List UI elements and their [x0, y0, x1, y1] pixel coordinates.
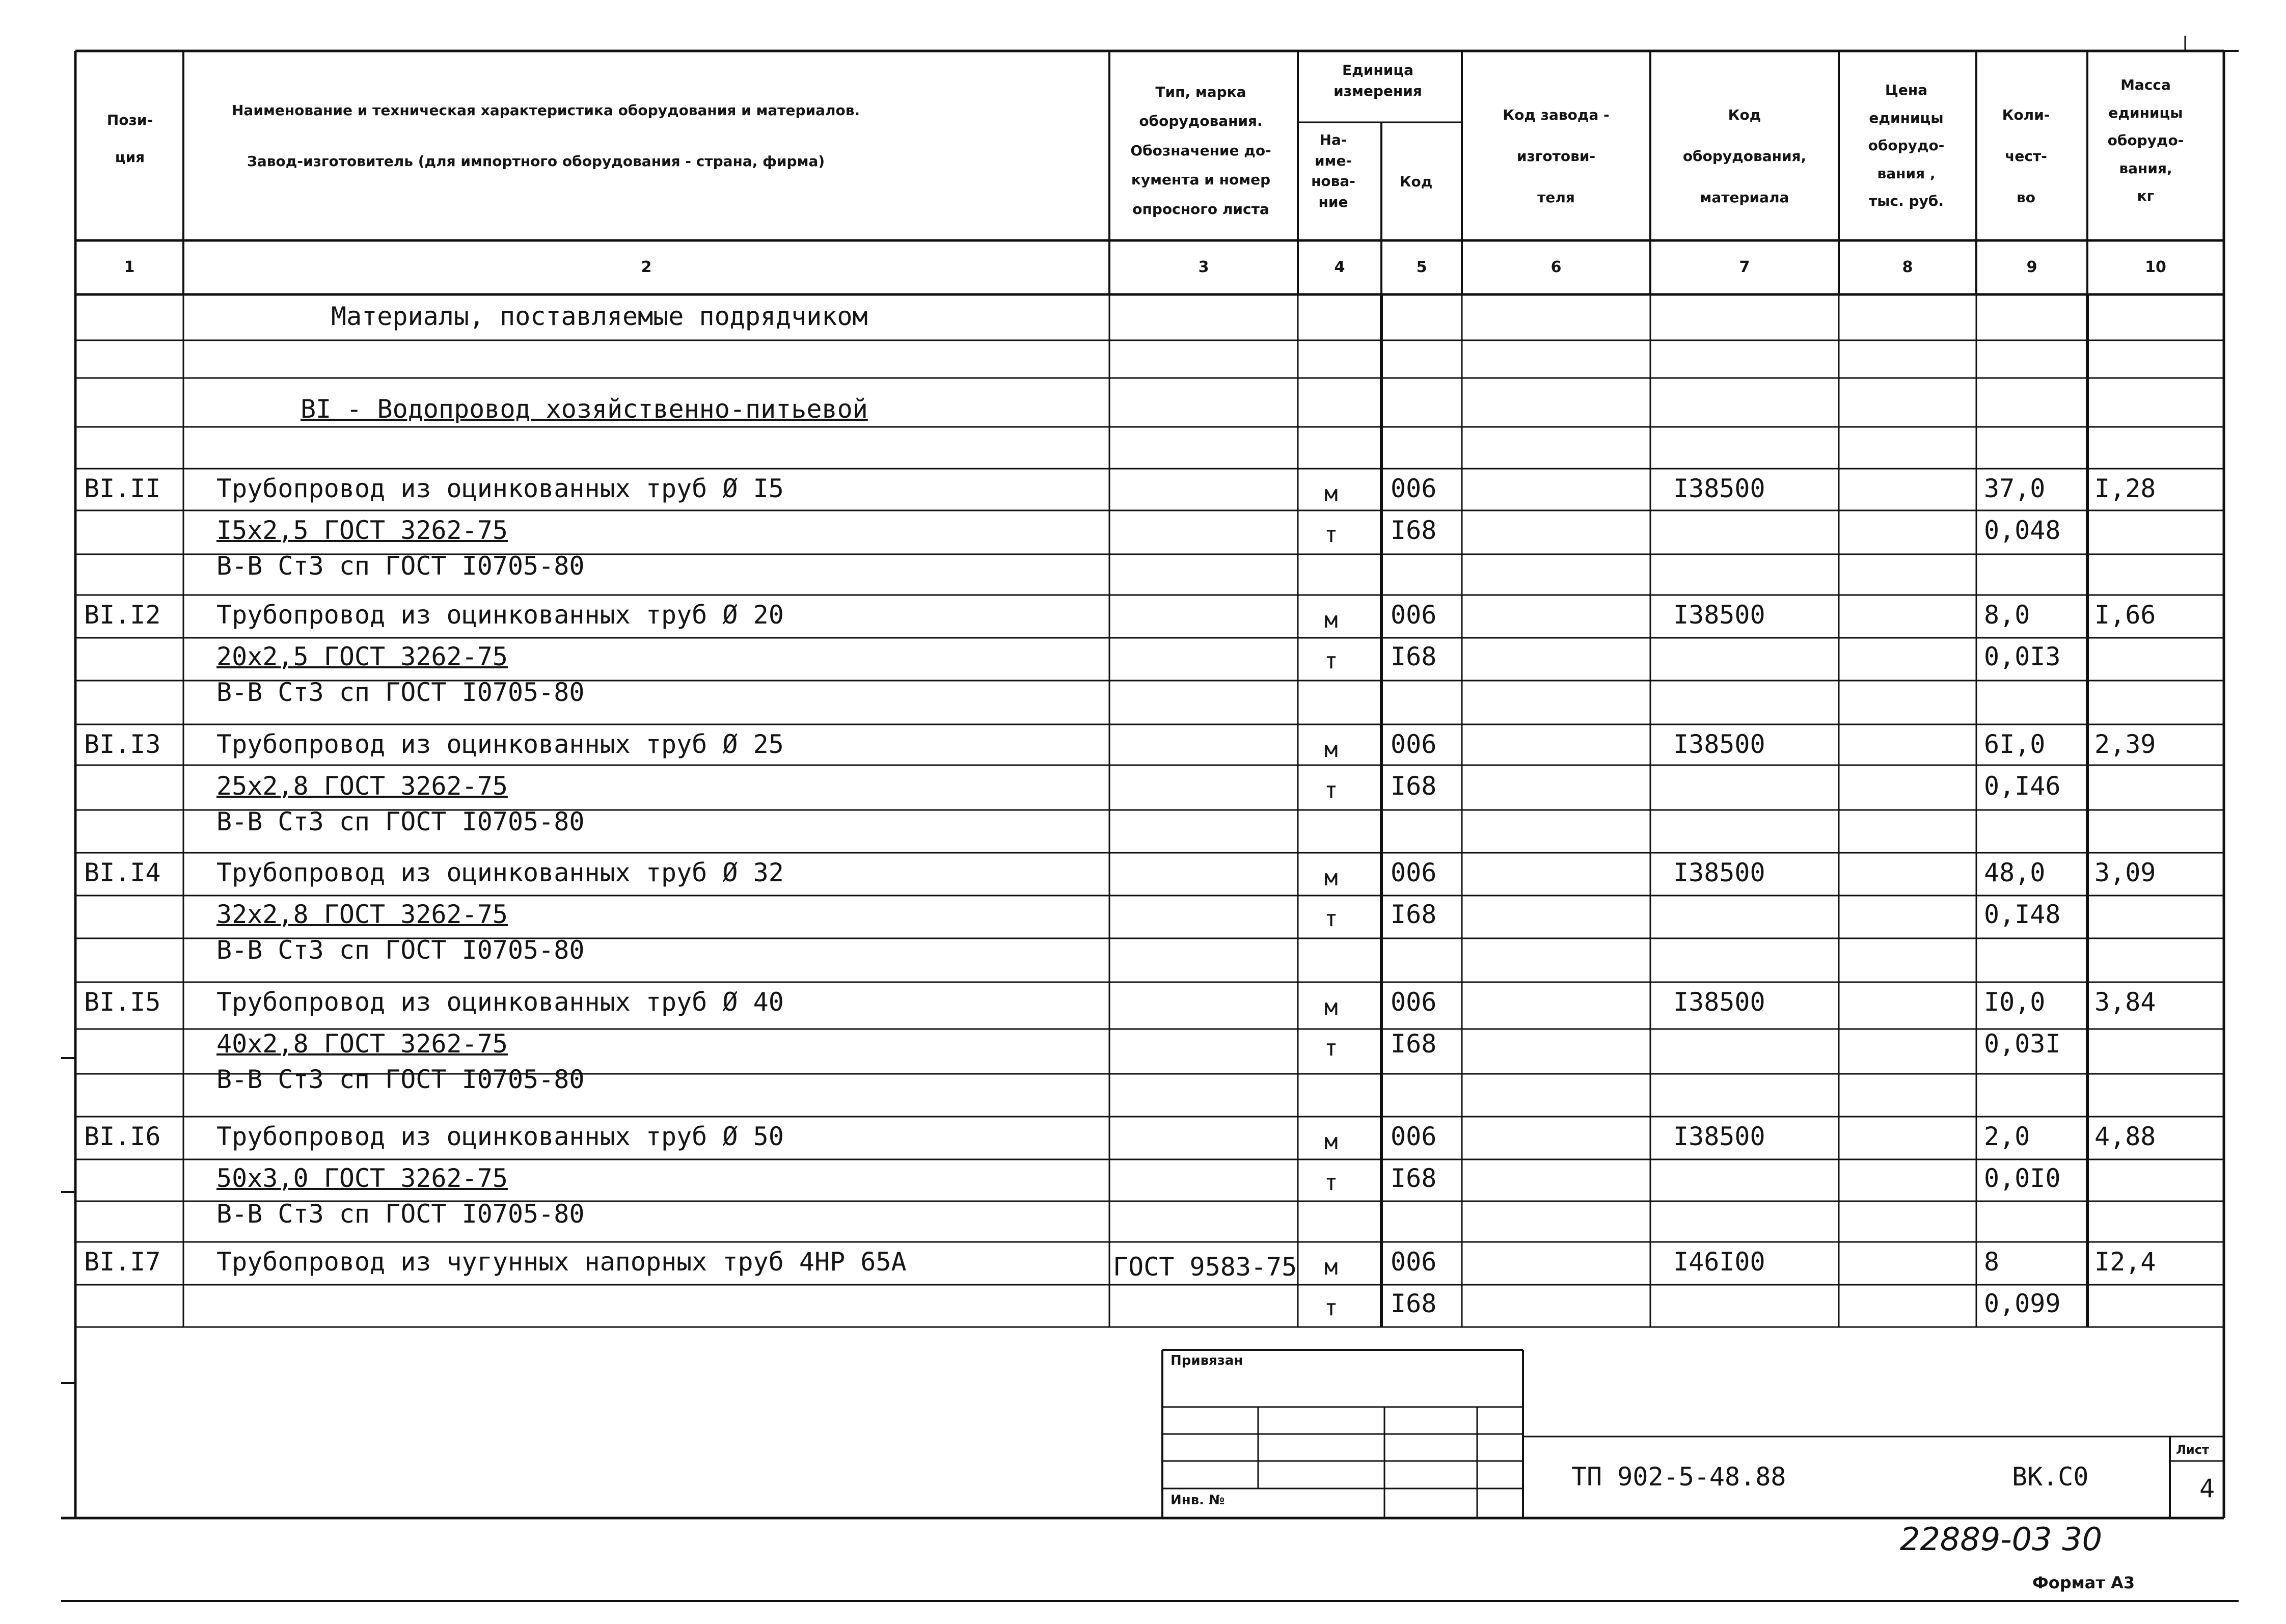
column-number: 5 [1416, 258, 1427, 276]
column-number: 3 [1198, 258, 1209, 276]
item-quantity: 6I,0 [1984, 729, 2046, 759]
item-mass: 2,39 [2094, 729, 2156, 759]
item-unit-meter: м [1324, 1129, 1338, 1155]
document-mark: ВК.С0 [2012, 1462, 2089, 1492]
item-unit-code-ton: I68 [1391, 516, 1437, 545]
item-steel-grade: В-В Ст3 сп ГОСТ I0705-80 [216, 551, 585, 581]
item-name: Трубопровод из чугунных напорных труб 4НР 65А [216, 1247, 907, 1277]
header-unit-code: Код [1399, 173, 1433, 190]
item-unit-ton: т [1324, 522, 1338, 548]
column-number: 1 [124, 258, 135, 276]
item-unit-code-ton: I68 [1391, 900, 1437, 929]
item-unit-meter: м [1324, 865, 1338, 891]
section-title: Материалы, поставляемые подрядчиком [331, 302, 868, 331]
item-quantity-ton: 0,0I0 [1984, 1163, 2061, 1193]
item-quantity: 2,0 [1984, 1122, 2030, 1151]
item-spec: 20x2,5 ГОСТ 3262-75 [216, 642, 508, 671]
item-mass: 3,84 [2094, 987, 2156, 1017]
column-number: 10 [2145, 258, 2166, 276]
header-unit-group: Единица измерения [1334, 62, 1422, 99]
item-quantity-ton: 0,03I [1984, 1029, 2061, 1059]
item-steel-grade: В-В Ст3 сп ГОСТ I0705-80 [216, 935, 585, 965]
item-name: Трубопровод из оцинкованных труб Ø 40 [216, 987, 784, 1017]
item-name: Трубопровод из оцинкованных труб Ø I5 [216, 474, 784, 503]
item-position: BI.I2 [84, 600, 161, 630]
stamp-inv-no: Инв. № [1171, 1493, 1225, 1508]
item-spec: 50x3,0 ГОСТ 3262-75 [216, 1163, 508, 1193]
format-label: Формат А3 [2032, 1573, 2135, 1592]
item-material-code: I38500 [1673, 474, 1765, 503]
item-unit-code: 006 [1391, 729, 1437, 759]
item-name: Трубопровод из оцинкованных труб Ø 32 [216, 858, 784, 887]
item-unit-code: 006 [1391, 1122, 1437, 1151]
item-steel-grade: В-В Ст3 сп ГОСТ I0705-80 [216, 807, 585, 836]
item-unit-ton: т [1324, 1295, 1338, 1321]
item-quantity-ton: 0,0I3 [1984, 642, 2061, 671]
item-quantity: I0,0 [1984, 987, 2046, 1017]
item-unit-ton: т [1324, 777, 1338, 803]
column-number: 9 [2026, 258, 2037, 276]
column-number: 8 [1902, 258, 1913, 276]
item-quantity: 8,0 [1984, 600, 2030, 630]
item-unit-code-ton: I68 [1391, 771, 1437, 801]
item-quantity-ton: 0,I48 [1984, 900, 2061, 929]
header-mass: Масса единицы оборудо- вания, кг [2107, 76, 2184, 205]
header-unit-name: На- име- нова- ние [1311, 131, 1355, 210]
item-mass: 3,09 [2094, 858, 2156, 887]
item-position: BI.I4 [84, 858, 161, 887]
item-unit-meter: м [1324, 1254, 1338, 1280]
item-position: BI.I3 [84, 729, 161, 759]
stamp-privyazan: Привязан [1171, 1353, 1243, 1368]
item-unit-ton: т [1324, 1035, 1338, 1061]
item-steel-grade: В-В Ст3 сп ГОСТ I0705-80 [216, 1199, 585, 1229]
archive-number: 22889-03 30 [1900, 1521, 2103, 1558]
column-number: 4 [1334, 258, 1345, 276]
item-position: BI.I5 [84, 987, 161, 1017]
item-spec: 40x2,8 ГОСТ 3262-75 [216, 1029, 508, 1059]
item-position: BI.I6 [84, 1122, 161, 1151]
item-mass: I,28 [2094, 474, 2156, 503]
item-mass: I,66 [2094, 600, 2156, 630]
document-code: ТП 902-5-48.88 [1571, 1462, 1786, 1492]
item-unit-code: 006 [1391, 1247, 1437, 1277]
item-unit-ton: т [1324, 1170, 1338, 1196]
header-price: Цена единицы оборудо- вания , тыс. руб. [1868, 82, 1945, 210]
item-position: BI.II [84, 474, 161, 503]
item-material-code: I38500 [1673, 1122, 1765, 1151]
header-factory-code: Код завода - изготови- теля [1503, 106, 1610, 206]
item-unit-code-ton: I68 [1391, 1289, 1437, 1318]
subsection-title: BI - Водопровод хозяйственно-питьевой [301, 394, 868, 424]
column-number: 2 [641, 258, 652, 276]
item-unit-code-ton: I68 [1391, 1163, 1437, 1193]
header-type: Тип, марка оборудования. Обозначение до- кумента и номер опросного листа [1130, 84, 1271, 218]
item-unit-meter: м [1324, 607, 1338, 633]
item-quantity-ton: 0,048 [1984, 516, 2061, 545]
item-unit-code-ton: I68 [1391, 642, 1437, 671]
column-number: 6 [1550, 258, 1562, 276]
item-name: Трубопровод из оцинкованных труб Ø 25 [216, 729, 784, 759]
item-quantity-ton: 0,099 [1984, 1289, 2061, 1318]
item-spec: 25x2,8 ГОСТ 3262-75 [216, 771, 508, 801]
item-unit-code: 006 [1391, 600, 1437, 630]
header-name-line1: Наименование и техническая характеристика оборудования и материалов. [232, 102, 860, 119]
item-quantity-ton: 0,I46 [1984, 771, 2061, 801]
item-quantity: 48,0 [1984, 858, 2046, 887]
item-unit-ton: т [1324, 906, 1338, 932]
item-mass: I2,4 [2094, 1247, 2156, 1277]
header-position: Пози- ция [106, 112, 153, 166]
item-unit-code-ton: I68 [1391, 1029, 1437, 1059]
item-steel-grade: В-В Ст3 сп ГОСТ I0705-80 [216, 1065, 585, 1094]
item-unit-meter: м [1324, 481, 1338, 507]
item-unit-code: 006 [1391, 474, 1437, 503]
item-unit-code: 006 [1391, 858, 1437, 887]
item-material-code: I38500 [1673, 600, 1765, 630]
item-name: Трубопровод из оцинкованных труб Ø 20 [216, 600, 784, 630]
item-material-code: I38500 [1673, 729, 1765, 759]
sheet-label: Лист [2176, 1443, 2209, 1457]
item-position: BI.I7 [84, 1247, 161, 1277]
item-unit-ton: т [1324, 648, 1338, 674]
item-mass: 4,88 [2094, 1122, 2156, 1151]
item-spec: I5x2,5 ГОСТ 3262-75 [216, 516, 508, 545]
item-unit-meter: м [1324, 737, 1338, 763]
item-unit-code: 006 [1391, 987, 1437, 1017]
item-quantity: 8 [1984, 1247, 2000, 1277]
column-number: 7 [1739, 258, 1750, 276]
item-name: Трубопровод из оцинкованных труб Ø 50 [216, 1122, 784, 1151]
item-material-code: I38500 [1673, 858, 1765, 887]
header-name-line2: Завод-изготовитель (для импортного оборудования - страна, фирма) [247, 153, 825, 170]
sheet-number: 4 [2199, 1474, 2215, 1503]
item-material-code: I38500 [1673, 987, 1765, 1017]
item-unit-meter: м [1324, 994, 1338, 1020]
item-material-code: I46I00 [1673, 1247, 1765, 1277]
header-quantity: Коли- чест- во [2002, 106, 2050, 206]
item-spec: 32x2,8 ГОСТ 3262-75 [216, 900, 508, 929]
item-quantity: 37,0 [1984, 474, 2046, 503]
item-type: ГОСТ 9583-75 [1113, 1252, 1297, 1282]
header-material-code: Код оборудования, материала [1682, 106, 1807, 206]
item-steel-grade: В-В Ст3 сп ГОСТ I0705-80 [216, 678, 585, 707]
